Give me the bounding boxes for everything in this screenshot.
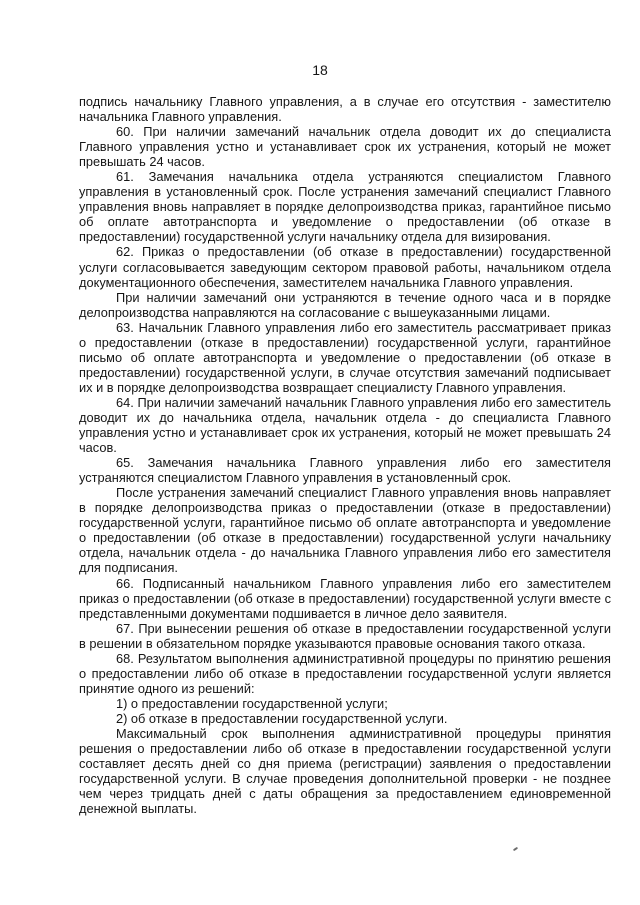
scan-speck	[513, 847, 518, 852]
list-item-1: 1) о предоставлении государственной услуги;	[116, 695, 388, 711]
paragraph-67: 67. При вынесении решения об отказе в предоставлении государственной услуги в решении в обязательном порядке указываются правовые основания такого отказа.	[79, 620, 611, 651]
paragraph-60: 60. При наличии замечаний начальник отдела доводит их до специалиста Главного управления устно и устанавливает срок их устранения, который не может превышать 24 часов.	[79, 124, 611, 170]
document-body	[79, 94, 611, 816]
list-item-2: 2) об отказе в предоставлении государственной услуги.	[116, 710, 448, 726]
paragraph-62: 62. Приказ о предоставлении (об отказе в предоставлении) государственной услуги согласовывается заведующим сектором правовой работы, начальником отдела документационного обеспечения, заместителем начальника Главного управления.	[79, 244, 611, 290]
paragraph-65-after: После устранения замечаний специалист Главного управления вновь направляет в порядке делопроизводства приказ о предоставлении (отказе в предоставлении) государственной услуги, гарантийное письмо об оплате автотранспорта и уведомление о предоставлении (об отказе в предоставлении) государственной услуги начальнику отдела, начальник отдела - до начальника Главного управления либо его заместителя для подписания.	[79, 485, 611, 576]
paragraph-64: 64. При наличии замечаний начальник Главного управления либо его заместитель доводит их до начальника отдела, начальник отдела - до специалиста Главного управления устно и устанавливает срок их устранения, который не может превышать 24 часов.	[79, 394, 611, 456]
paragraph-continuation: подпись начальнику Главного управления, а в случае его отсутствия - заместителю начальника Главного управления.	[79, 94, 611, 125]
paragraph-61: 61. Замечания начальника отдела устраняются специалистом Главного управления в установленный срок. После устранения замечаний специалист Главного управления вновь направляет в порядке делопроизводства приказ, гарантийное письмо об оплате автотранспорта и уведомление о предоставлении (об отказе в предоставлении) государственной услуги начальнику отдела для визирования.	[79, 169, 611, 245]
paragraph-62-remarks: При наличии замечаний они устраняются в течение одного часа и в порядке делопроизводства направляются на согласование с вышеуказанными лицами.	[79, 289, 611, 320]
paragraph-max-term: Максимальный срок выполнения административной процедуры принятия решения о предоставлении либо об отказе в предоставлении государственной услуги составляет десять дней со дня приема (регистрации) заявления о предоставлении государственной услуги. В случае проведения дополнительной проверки - не позднее чем через тридцать дней с даты обращения за предоставлением единовременной денежной выплаты.	[79, 725, 611, 817]
paragraph-66: 66. Подписанный начальником Главного управления либо его заместителем приказ о предоставлении (об отказе в предоставлении) государственной услуги вместе с представленными документами подшивается в личное дело заявителя.	[79, 575, 611, 621]
paragraph-63: 63. Начальник Главного управления либо его заместитель рассматривает приказ о предоставлении (отказе в предоставлении) государственной услуги, гарантийное письмо об оплате автотранспорта и уведомление о предоставлении (об отказе в предоставлении) государственной услуги, в случае отсутствия замечаний подписывает их и в порядке делопроизводства возвращает специалисту Главного управления.	[79, 319, 611, 395]
paragraph-65: 65. Замечания начальника Главного управления либо его заместителя устраняются специалистом Главного управления в установленный срок.	[79, 455, 611, 486]
page-number: 18	[312, 62, 328, 78]
paragraph-68: 68. Результатом выполнения административной процедуры по принятию решения о предоставлении либо об отказе в предоставлении государственной услуги является принятие одного из решений:	[79, 650, 611, 696]
